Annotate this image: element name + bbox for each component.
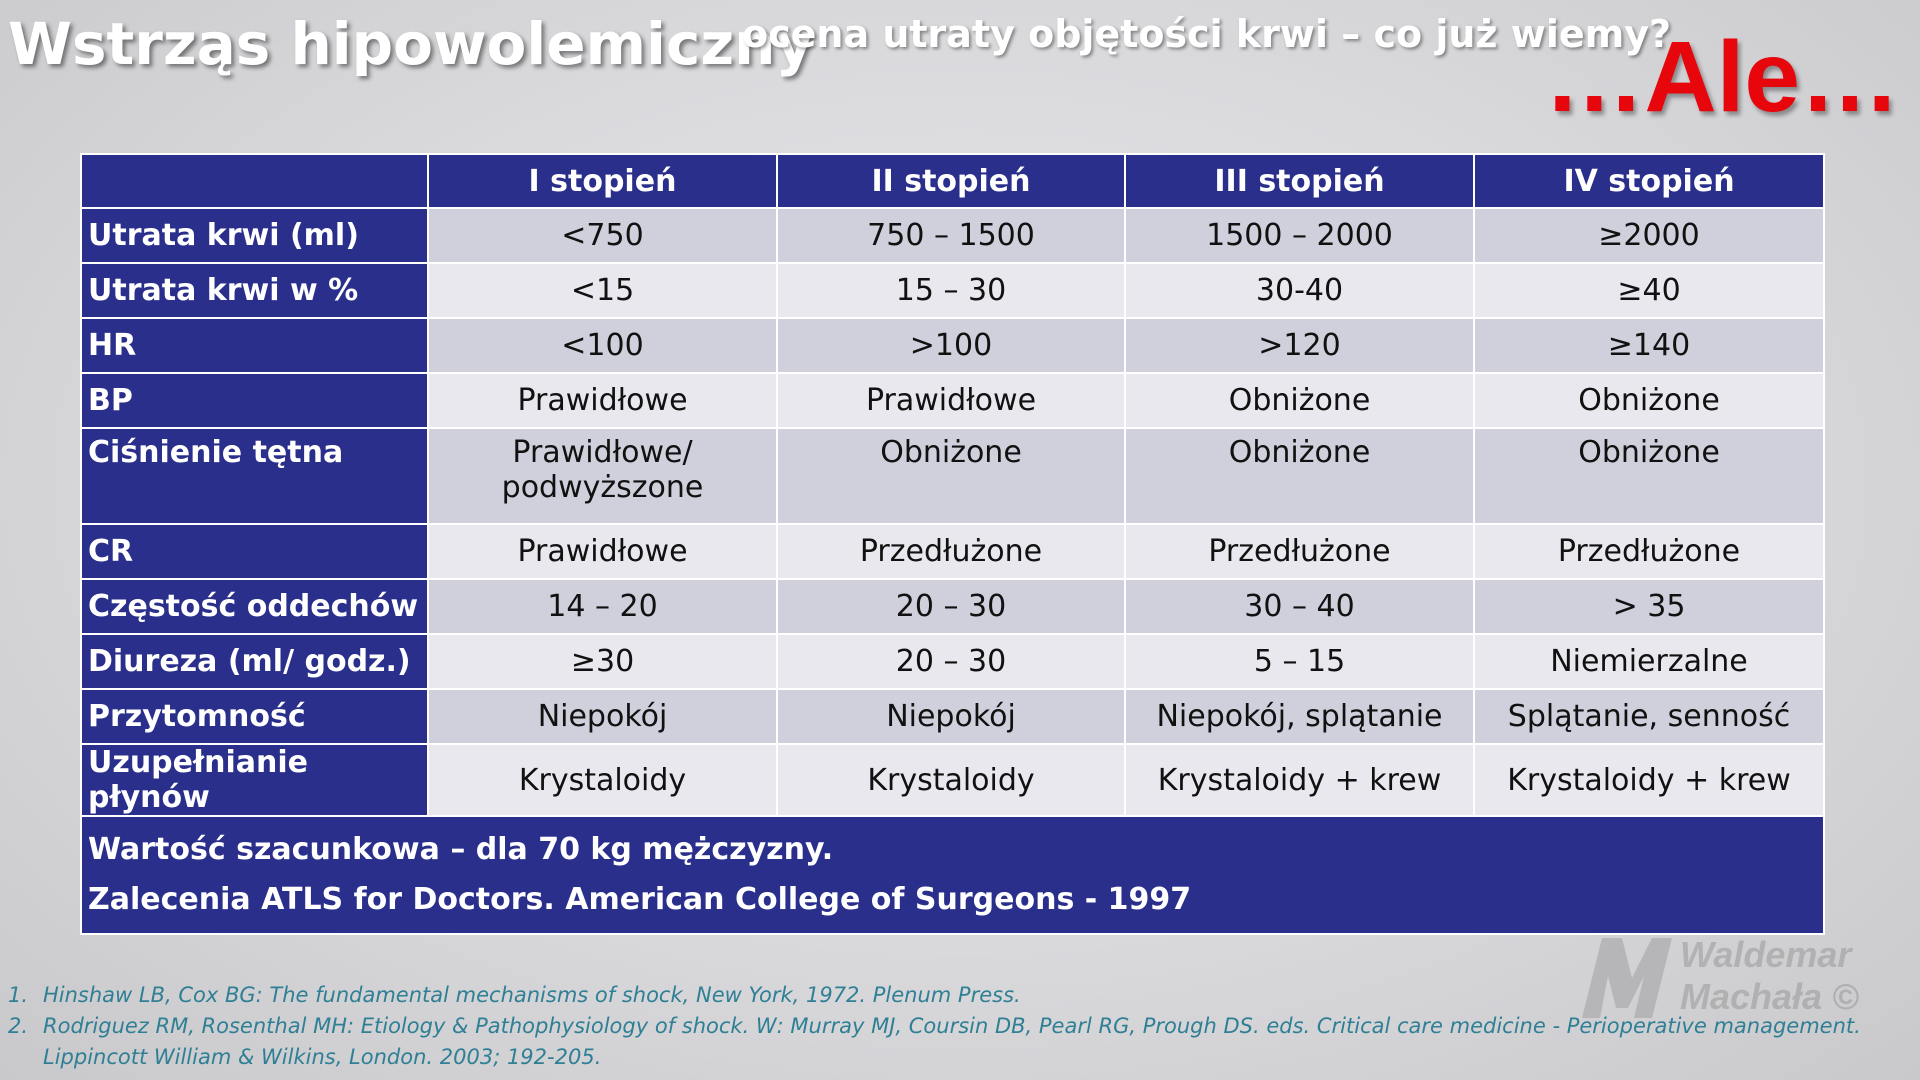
table-cell: 14 – 20 [428,579,777,634]
footer-source: Zalecenia ATLS for Doctors. American College of Surgeons - 1997 [88,882,1192,917]
table-cell: Krystaloidy [777,744,1125,816]
table-cell: Prawidłowe [428,373,777,428]
table-cell: Obniżone [1474,373,1824,428]
table-cell: Obniżone [1474,428,1824,524]
header-grade-4: IV stopień [1474,154,1824,208]
row-label: BP [81,373,428,428]
reference-text: Rodriguez RM, Rosenthal MH: Etiology & Pathophysiology of shock. W: Murray MJ, Coursin DB, Pearl RG, Prough DS. eds. Critical care medicine - Perioperative management. [43,1014,1861,1038]
table-row [81,208,1824,263]
table-row [81,689,1824,744]
table-row [81,373,1824,428]
slide-title: Wstrząs hipowolemiczny [8,10,814,78]
table-cell: ≥2000 [1474,208,1824,263]
table-cell: <15 [428,263,777,318]
row-label: Przytomność [81,689,428,744]
table-cell: 20 – 30 [777,634,1125,689]
header-grade-1: I stopień [428,154,777,208]
table-cell: 20 – 30 [777,579,1125,634]
table-cell: 30-40 [1125,263,1474,318]
table-cell: 750 – 1500 [777,208,1125,263]
table-cell: Przedłużone [1474,524,1824,579]
table-cell: Niepokój [777,689,1125,744]
table-row [81,263,1824,318]
table-cell: Obniżone [1125,428,1474,524]
table-row [81,318,1824,373]
table-cell: 1500 – 2000 [1125,208,1474,263]
reference-text: Hinshaw LB, Cox BG: The fundamental mechanisms of shock, New York, 1972. Plenum Press. [43,983,1021,1007]
watermark-line2: Machała © [1680,976,1859,1017]
ale-callout: …Ale… [1544,21,1900,133]
table-cell: Krystaloidy + krew [1474,744,1824,816]
table-cell: Prawidłowe/ podwyższone [428,428,777,524]
footer-note: Wartość szacunkowa – dla 70 kg mężczyzny. [88,832,834,867]
table-cell: Krystaloidy + krew [1125,744,1474,816]
table-cell: Przedłużone [777,524,1125,579]
table-cell: <750 [428,208,777,263]
table-row [81,428,1824,524]
table-cell: Obniżone [1125,373,1474,428]
table-cell: Krystaloidy [428,744,777,816]
header-corner [81,154,428,208]
slide-subtitle: ocena utraty objętości krwi – co już wiemy? [742,12,1672,56]
table-header-row [81,154,1824,208]
header-grade-3: III stopień [1125,154,1474,208]
row-label: Ciśnienie tętna [81,428,428,524]
row-label: Uzupełnianie płynów [81,744,428,816]
row-label: CR [81,524,428,579]
reference-number: 2. [8,1014,29,1038]
table-cell: >120 [1125,318,1474,373]
table-row [81,524,1824,579]
table-cell: Prawidłowe [428,524,777,579]
table-cell: Splątanie, senność [1474,689,1824,744]
reference-number: 1. [8,983,29,1007]
table-cell: Niepokój, splątanie [1125,689,1474,744]
table-cell: 15 – 30 [777,263,1125,318]
row-label: Diureza (ml/ godz.) [81,634,428,689]
reference-continuation: Lippincott William & Wilkins, London. 2003; 192-205. [43,1045,602,1069]
table-cell: Obniżone [777,428,1125,524]
table-cell: Przedłużone [1125,524,1474,579]
table-row [81,744,1824,816]
watermark-logo-icon [1572,928,1692,1028]
row-label: Utrata krwi (ml) [81,208,428,263]
watermark-line1: Waldemar [1680,934,1852,975]
row-label: Częstość oddechów [81,579,428,634]
table-cell: >100 [777,318,1125,373]
table-cell: 5 – 15 [1125,634,1474,689]
table-footer-row [81,816,1824,934]
table-cell: ≥30 [428,634,777,689]
header-grade-2: II stopień [777,154,1125,208]
table-cell: Niemierzalne [1474,634,1824,689]
hemorrhage-classification-table [80,153,1825,935]
table-cell: 30 – 40 [1125,579,1474,634]
row-label: Utrata krwi w % [81,263,428,318]
table-cell: ≥140 [1474,318,1824,373]
table-cell: Prawidłowe [777,373,1125,428]
table-cell: > 35 [1474,579,1824,634]
table-cell: Niepokój [428,689,777,744]
table-cell: <100 [428,318,777,373]
table-row [81,634,1824,689]
table-cell: ≥40 [1474,263,1824,318]
author-watermark [1572,928,1892,1038]
table-footer [81,816,1824,934]
table-row [81,579,1824,634]
row-label: HR [81,318,428,373]
